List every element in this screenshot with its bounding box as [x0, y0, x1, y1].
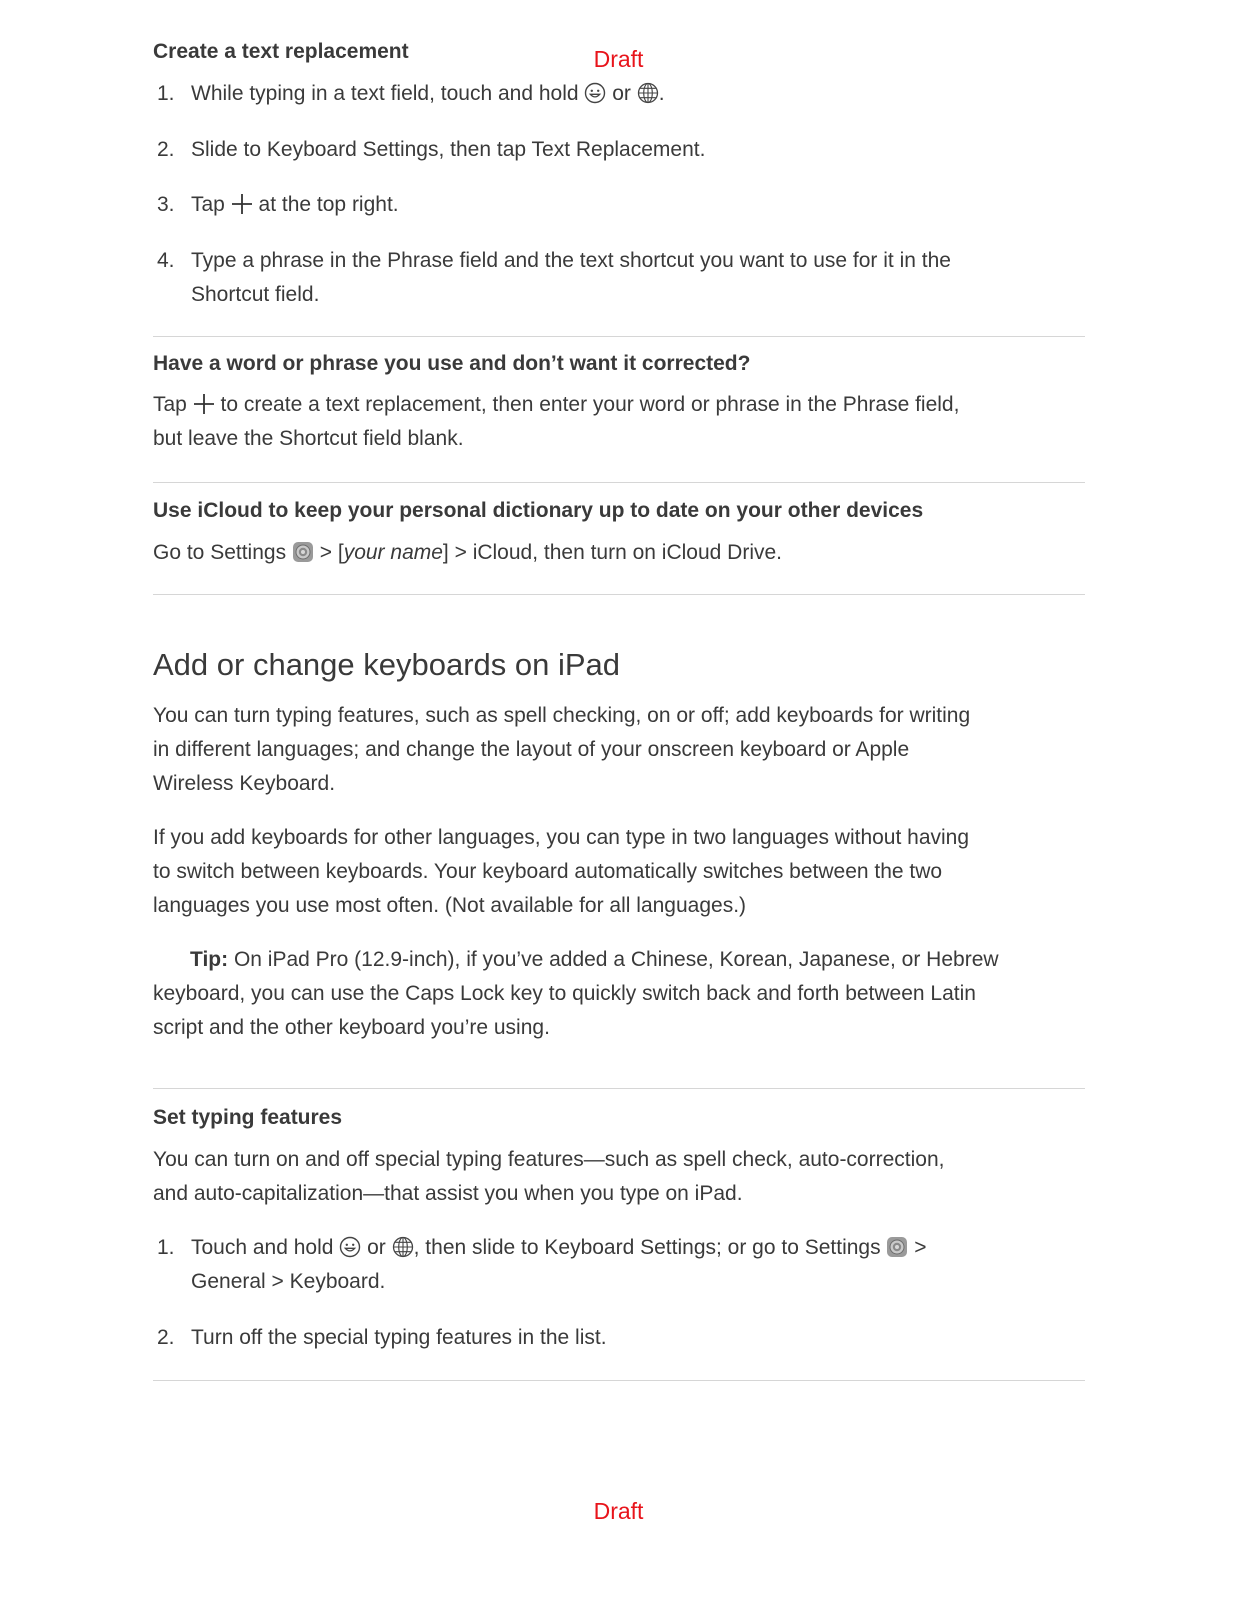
section-body: [153, 699, 1085, 801]
settings-gear-icon: [292, 541, 314, 563]
section-icloud: [153, 499, 1085, 523]
body-text: You can turn typing features, such as spell checking, on or off; add keyboards for writing: [153, 704, 971, 727]
body-text: Go to Settings: [153, 541, 292, 564]
section-body: [153, 1143, 1085, 1211]
section-heading: Have a word or phrase you use and don’t want it corrected?: [153, 352, 751, 375]
page-title: Add or change keyboards on iPad: [153, 647, 621, 682]
step-number: 1.: [157, 82, 175, 105]
body-text: languages you use most often. (Not available for all languages.): [153, 894, 747, 917]
body-text: keyboard, you can use the Caps Lock key to quickly switch back and forth between Latin: [153, 982, 976, 1005]
settings-gear-icon: [886, 1236, 908, 1258]
draft-watermark-bottom: Draft: [593, 1498, 644, 1524]
steps-list: [153, 1231, 1085, 1355]
smiley-icon: [339, 1236, 361, 1258]
tip-label: Tip:: [190, 948, 229, 971]
smiley-icon: [584, 82, 606, 104]
step-number: 2.: [157, 1326, 175, 1349]
body-text-italic: your name: [343, 541, 443, 564]
step-text: >: [908, 1236, 927, 1259]
section-body: [153, 536, 1085, 570]
divider: [153, 1380, 1085, 1381]
tip-block: [153, 943, 1085, 1045]
globe-icon: [637, 82, 659, 104]
paragraph: [153, 699, 1085, 801]
plus-icon: [193, 393, 215, 415]
step-text: or: [606, 82, 637, 105]
step-text: While typing in a text field, touch and hold: [191, 82, 585, 105]
step-number: 4.: [157, 249, 175, 272]
step-item: [153, 1321, 1085, 1355]
section-heading: Create a text replacement: [153, 40, 409, 63]
step-item: [153, 244, 1085, 312]
step-text: Shortcut field.: [191, 283, 320, 306]
step-item: [153, 188, 1085, 222]
divider: [153, 1088, 1085, 1089]
step-text: .: [658, 82, 665, 105]
body-text: but leave the Shortcut field blank.: [153, 427, 464, 450]
body-text: to create a text replacement, then enter your word or phrase in the Phrase field,: [214, 393, 960, 416]
step-item: [153, 1231, 1085, 1299]
globe-icon: [392, 1236, 414, 1258]
step-item: [153, 77, 1085, 111]
step-text: Turn off the special typing features in the list.: [191, 1326, 607, 1349]
body-text: > [: [313, 541, 344, 564]
divider: [153, 482, 1085, 483]
body-text: Tap: [153, 393, 193, 416]
step-number: 2.: [157, 138, 175, 161]
body-text: You can turn on and off special typing features—such as spell check, auto-correction,: [153, 1148, 945, 1171]
step-number: 1.: [157, 1236, 175, 1259]
body-text: If you add keyboards for other languages, you can type in two languages without having: [153, 826, 970, 849]
paragraph: [153, 821, 1085, 923]
divider: [153, 336, 1085, 337]
section-body: [153, 821, 1085, 923]
body-text: script and the other keyboard you’re using.: [153, 1016, 550, 1039]
paragraph: [153, 1143, 1085, 1211]
section-dont-correct: [153, 352, 1085, 376]
draft-watermark-top: Draft: [593, 46, 644, 72]
step-text: Touch and hold: [191, 1236, 340, 1259]
step-text: at the top right.: [252, 193, 399, 216]
section-heading: Use iCloud to keep your personal dictionary up to date on your other devices: [153, 499, 924, 522]
step-text: Slide to Keyboard Settings, then tap Text Replacement.: [191, 138, 706, 161]
divider: [153, 594, 1085, 595]
section-heading: Set typing features: [153, 1106, 343, 1129]
step-number: 3.: [157, 193, 175, 216]
section-typing-features: [153, 1106, 1085, 1130]
step-text: Tap: [191, 193, 231, 216]
steps-list: [153, 77, 1085, 312]
section-body: [153, 388, 1085, 456]
body-text: On iPad Pro (12.9-inch), if you’ve added a Chinese, Korean, Japanese, or Hebrew: [228, 948, 999, 971]
body-text: and auto-capitalization—that assist you when you type on iPad.: [153, 1182, 743, 1205]
step-text: Type a phrase in the Phrase field and the text shortcut you want to use for it in the: [191, 249, 951, 272]
section-add-keyboards: [153, 647, 1085, 683]
step-text: , then slide to Keyboard Settings; or go to Settings: [413, 1236, 887, 1259]
section-create-text-replacement: [153, 40, 1085, 64]
paragraph: [153, 943, 1085, 1045]
body-text: in different languages; and change the layout of your onscreen keyboard or Apple: [153, 738, 910, 761]
step-item: [153, 133, 1085, 167]
body-text: ] > iCloud, then turn on iCloud Drive.: [442, 541, 783, 564]
body-text: Wireless Keyboard.: [153, 772, 336, 795]
plus-icon: [231, 193, 253, 215]
step-text: or: [361, 1236, 392, 1259]
body-text: to switch between keyboards. Your keyboard automatically switches between the two: [153, 860, 943, 883]
step-text: General > Keyboard.: [191, 1270, 386, 1293]
